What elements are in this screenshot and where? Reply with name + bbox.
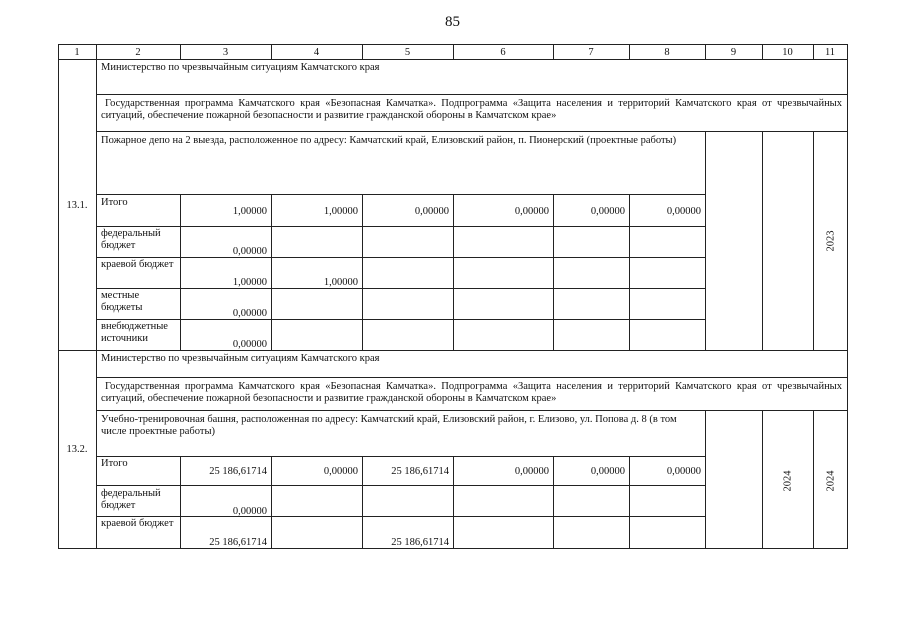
- cell-value: 0,00000: [590, 206, 625, 217]
- cell-value: 0,00000: [232, 506, 267, 517]
- cell-value: 1,00000: [323, 206, 358, 217]
- cell-value: 0,00000: [590, 466, 625, 477]
- cell-value: 1,00000: [323, 277, 358, 288]
- cell-value: 25 186,61714: [209, 537, 267, 548]
- header-col-7: 7: [588, 47, 594, 58]
- header-col-10: 10: [782, 47, 793, 58]
- object-description: Учебно-тренировочная башня, расположенная по адресу: Камчатский край, Елизовский район, г. Елизово, ул. Попова д. 8 (в том числе проектные работы): [101, 414, 677, 437]
- row-label-extrabudget: внебюджетные источники: [101, 321, 168, 344]
- year-col-11: 2024: [825, 470, 837, 492]
- header-col-9: 9: [730, 47, 737, 58]
- row-label-total: Итого: [101, 197, 128, 208]
- row-label-regional: краевой бюджет: [101, 518, 174, 529]
- cell-value: 25 186,61714: [391, 466, 449, 477]
- cell-value: 1,00000: [232, 277, 267, 288]
- row-label-local: местные бюджеты: [101, 290, 143, 313]
- year-col-10: 2024: [782, 470, 794, 492]
- header-col-6: 6: [500, 47, 506, 58]
- row-label-regional: краевой бюджет: [101, 259, 174, 270]
- header-col-5: 5: [404, 47, 411, 58]
- cell-value: 0,00000: [666, 206, 701, 217]
- cell-value: 1,00000: [232, 206, 267, 217]
- section-number: 13.2.: [66, 444, 88, 455]
- cell-value: 25 186,61714: [209, 466, 267, 477]
- cell-value: 25 186,61714: [391, 537, 449, 548]
- cell-value: 0,00000: [232, 308, 267, 319]
- cell-value: 0,00000: [323, 466, 358, 477]
- ministry-name: Министерство по чрезвычайным ситуациям Камчатского края: [101, 353, 380, 364]
- cell-value: 0,00000: [232, 339, 267, 350]
- row-label-federal: федеральный бюджет: [101, 228, 161, 251]
- cell-value: 0,00000: [232, 246, 267, 257]
- cell-value: 0,00000: [666, 466, 701, 477]
- program-description: Государственная программа Камчатского края «Безопасная Камчатка». Подпрограмма «Защита населения и территорий Камчатского края от чрезвычайных ситуаций, обеспечение пожарной безопасности и развитие гражданской обороны в Камчатском крае»: [101, 98, 842, 121]
- header-col-4: 4: [313, 47, 320, 58]
- header-col-2: 2: [135, 47, 141, 58]
- header-col-11: 11: [824, 47, 836, 58]
- program-description: Государственная программа Камчатского края «Безопасная Камчатка». Подпрограмма «Защита населения и территорий Камчатского края от чрезвычайных ситуаций, обеспечение пожарной безопасности и развитие гражданской обороны в Камчатском крае»: [101, 381, 842, 404]
- cell-value: 0,00000: [414, 206, 449, 217]
- header-col-1: 1: [74, 47, 80, 58]
- cell-value: 0,00000: [514, 206, 549, 217]
- section-number: 13.1.: [66, 200, 88, 211]
- cell-value: 0,00000: [514, 466, 549, 477]
- row-label-federal: федеральный бюджет: [101, 488, 161, 511]
- header-col-8: 8: [664, 47, 670, 58]
- object-description: Пожарное депо на 2 выезда, расположенное по адресу: Камчатский край, Елизовский район, п. Пионерский (проектные работы): [101, 135, 677, 146]
- header-col-3: 3: [222, 47, 229, 58]
- year-col-11: 2023: [825, 230, 837, 252]
- page-number: 85: [445, 14, 460, 30]
- ministry-name: Министерство по чрезвычайным ситуациям Камчатского края: [101, 62, 380, 73]
- row-label-total: Итого: [101, 458, 128, 469]
